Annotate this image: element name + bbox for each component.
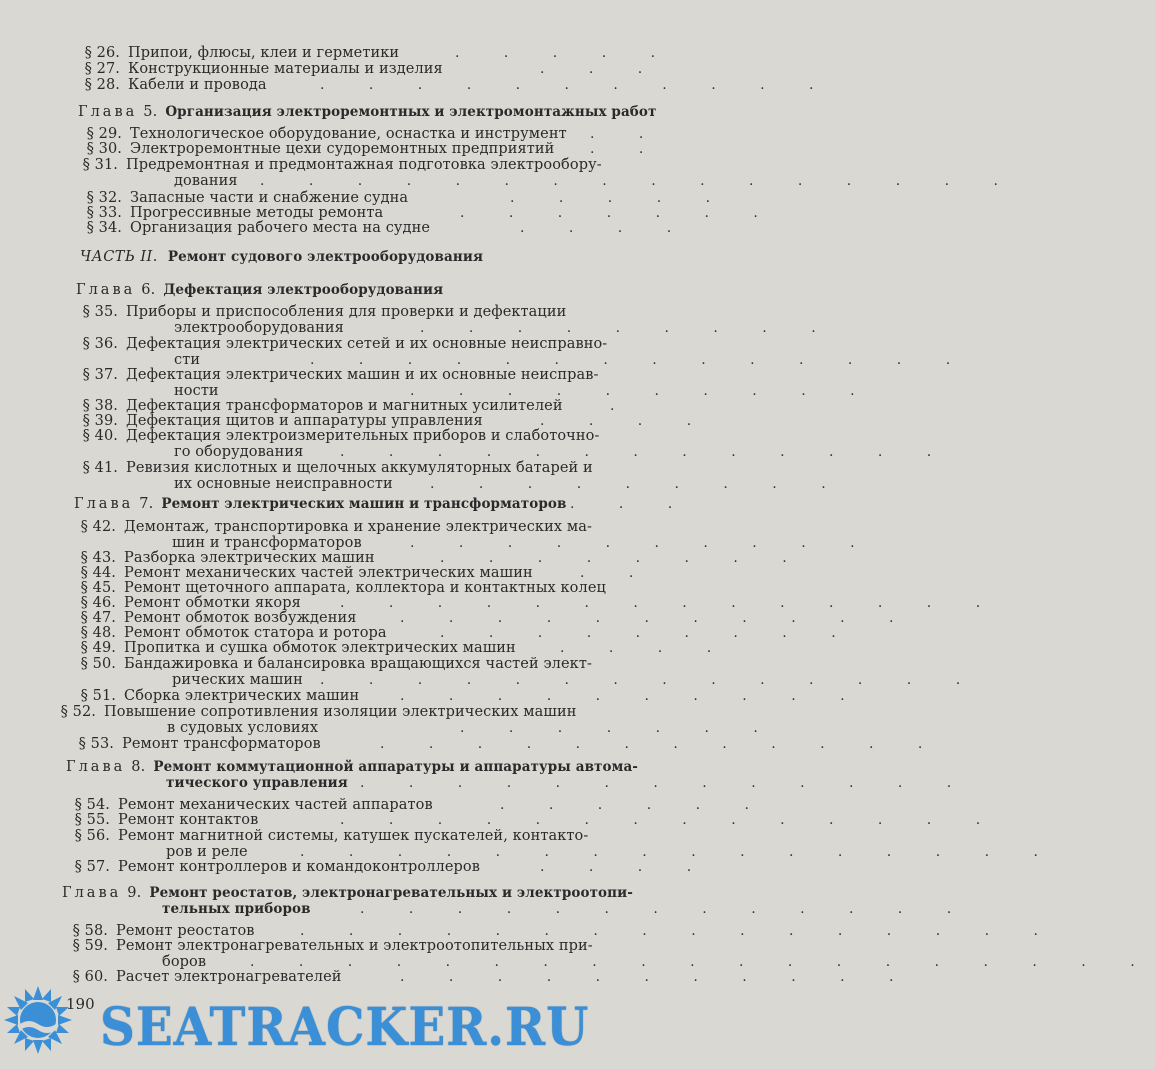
toc-entry: § 52. Повышение сопротивления изоляции электрических машин	[60, 704, 577, 720]
leader-dots: . . . . . . . . . . .	[320, 77, 834, 93]
toc-entry-continuation: их основные неисправности	[174, 476, 393, 492]
leader-dots: . . . . .	[455, 45, 676, 61]
toc-entry: § 39. Дефектация щитов и аппаратуры управления	[82, 413, 483, 429]
leader-dots: . . . . . . . . . .	[400, 688, 865, 704]
leader-dots: . . . . . . . . . . .	[400, 610, 914, 626]
chapter-heading: Глава 6. Дефектация электрооборудования	[76, 282, 444, 298]
toc-entry: § 30. Электроремонтные цехи судоремонтных предприятий	[86, 141, 555, 157]
toc-entry: § 43. Разборка электрических машин	[80, 550, 375, 566]
toc-entry: § 51. Сборка электрических машин	[80, 688, 360, 704]
leader-dots: . . . . . . . . .	[440, 625, 856, 641]
toc-entry: § 48. Ремонт обмоток статора и ротора	[80, 625, 387, 641]
toc-entry: § 50. Бандажировка и балансировка вращающихся частей элект-	[80, 656, 592, 672]
toc-entry: § 45. Ремонт щеточного аппарата, коллектора и контактных колец	[80, 580, 606, 596]
leader-dots: . . . . . . . . . . . . . .	[320, 672, 981, 688]
toc-entry: § 27. Конструкционные материалы и изделия	[84, 61, 443, 77]
leader-dots: . . . . . .	[500, 797, 769, 813]
toc-entry-continuation: го оборудования	[174, 444, 304, 460]
part-heading: ЧАСТЬ II. Ремонт судового электрооборудования	[80, 249, 484, 265]
toc-entry: § 35. Приборы и приспособления для проверки и дефектации	[82, 304, 567, 320]
leader-dots: . . . .	[540, 413, 712, 429]
leader-dots: . . . . . . . . . . . . . . . . . . .	[250, 954, 1155, 970]
leader-dots: . . . . . . . . . .	[410, 535, 875, 551]
toc-entry: § 44. Ремонт механических частей электрических машин	[80, 565, 533, 581]
leader-dots: . . . . .	[510, 190, 731, 206]
toc-entry: § 37. Дефектация электрических машин и их основные неисправ-	[82, 367, 599, 383]
toc-entry: § 31. Предремонтная и предмонтажная подготовка электрообору-	[82, 157, 602, 173]
chapter-heading-continuation: тельных приборов	[162, 901, 311, 917]
toc-entry: § 36. Дефектация электрических сетей и их основные неисправно-	[82, 336, 608, 352]
toc-entry: § 53. Ремонт трансформаторов	[78, 736, 321, 752]
toc-entry-continuation: рических машин	[172, 672, 303, 688]
leader-dots: . . . . . . . . . . . . . . . .	[260, 173, 1018, 189]
toc-entry-continuation: сти	[174, 352, 201, 368]
toc-entry: § 34. Организация рабочего места на судне	[86, 220, 431, 236]
toc-entry-continuation: ности	[174, 383, 219, 399]
toc-entry-continuation: дования	[174, 173, 238, 189]
leader-dots: . . . . . . . .	[440, 550, 807, 566]
toc-entry: § 33. Прогрессивные методы ремонта	[86, 205, 384, 221]
leader-dots: . .	[580, 565, 654, 581]
leader-dots: . . . . . . . . . .	[410, 383, 875, 399]
toc-entry: § 29. Технологическое оборудование, оснастка и инструмент	[86, 126, 567, 142]
leader-dots: . . . . . . . . . . . . . . . .	[300, 923, 1058, 939]
leader-dots: . . . .	[520, 220, 692, 236]
chapter-heading: Глава 7. Ремонт электрических машин и трансформаторов	[74, 496, 567, 512]
leader-dots: . . . . . . . . .	[420, 320, 836, 336]
toc-entry: § 40. Дефектация электроизмерительных приборов и слаботочно-	[82, 428, 600, 444]
toc-entry: § 58. Ремонт реостатов	[72, 923, 255, 939]
leader-dots: . . . .	[560, 640, 732, 656]
toc-entry: § 47. Ремонт обмоток возбуждения	[80, 610, 357, 626]
toc-entry: § 57. Ремонт контроллеров и командоконтроллеров	[74, 859, 480, 875]
toc-entry-continuation: в судовых условиях	[167, 720, 319, 736]
toc-entry: § 56. Ремонт магнитной системы, катушек пускателей, контакто-	[74, 828, 589, 844]
toc-entry: § 55. Ремонт контактов	[74, 812, 259, 828]
toc-entry: § 38. Дефектация трансформаторов и магнитных усилителей	[82, 398, 563, 414]
chapter-heading-continuation: тического управления	[166, 775, 348, 791]
leader-dots: . . .	[540, 61, 663, 77]
chapter-heading: Глава 9. Ремонт реостатов, электронагревательных и электроотопи-	[62, 885, 633, 901]
leader-dots: . . . . . . .	[460, 720, 778, 736]
leader-dots: . . . . . . . . . . . . . .	[340, 812, 1001, 828]
toc-entry: § 54. Ремонт механических частей аппаратов	[74, 797, 433, 813]
toc-entry-continuation: ров и реле	[166, 844, 248, 860]
leader-dots: . . .	[570, 496, 693, 512]
toc-entry-continuation: электрооборудования	[174, 320, 344, 336]
toc-entry: § 28. Кабели и провода	[84, 77, 267, 93]
leader-dots: .	[610, 398, 635, 414]
leader-dots: . . . . . . . . . . . .	[380, 736, 943, 752]
leader-dots: . .	[590, 141, 664, 157]
leader-dots: . . . . . . .	[460, 205, 778, 221]
chapter-heading: Глава 5. Организация электроремонтных и электромонтажных работ	[78, 104, 657, 120]
leader-dots: . . . . . . . . . . . . . .	[310, 352, 971, 368]
leader-dots: . . . . . . . . . . .	[400, 969, 914, 985]
toc-entry: § 32. Запасные части и снабжение судна	[86, 190, 409, 206]
watermark-text: SEATRACKER.RU	[100, 997, 590, 1058]
toc-entry: § 59. Ремонт электронагревательных и электроотопительных при-	[72, 938, 593, 954]
leader-dots: . . . .	[540, 859, 712, 875]
leader-dots: . .	[590, 126, 664, 142]
leader-dots: . . . . . . . . . . . . .	[360, 901, 972, 917]
toc-entry: § 42. Демонтаж, транспортировка и хранение электрических ма-	[80, 519, 592, 535]
toc-entry-continuation: шин и трансформаторов	[172, 535, 362, 551]
leader-dots: . . . . . . . . .	[430, 476, 846, 492]
toc-entry: § 49. Пропитка и сушка обмоток электрических машин	[80, 640, 516, 656]
leader-dots: . . . . . . . . . . . . .	[340, 444, 952, 460]
toc-entry: § 46. Ремонт обмотки якоря	[80, 595, 301, 611]
leader-dots: . . . . . . . . . . . . . . . .	[300, 844, 1058, 860]
leader-dots: . . . . . . . . . . . . . .	[340, 595, 1001, 611]
page-number: 190	[66, 995, 95, 1013]
chapter-heading: Глава 8. Ремонт коммутационной аппаратуры и аппаратуры автома-	[66, 759, 638, 775]
toc-entry-continuation: боров	[162, 954, 207, 970]
toc-entry: § 60. Расчет электронагревателей	[72, 969, 342, 985]
leader-dots: . . . . . . . . . . . . .	[360, 775, 972, 791]
toc-entry: § 26. Припои, флюсы, клеи и герметики	[84, 45, 400, 61]
toc-entry: § 41. Ревизия кислотных и щелочных аккумуляторных батарей и	[82, 460, 593, 476]
